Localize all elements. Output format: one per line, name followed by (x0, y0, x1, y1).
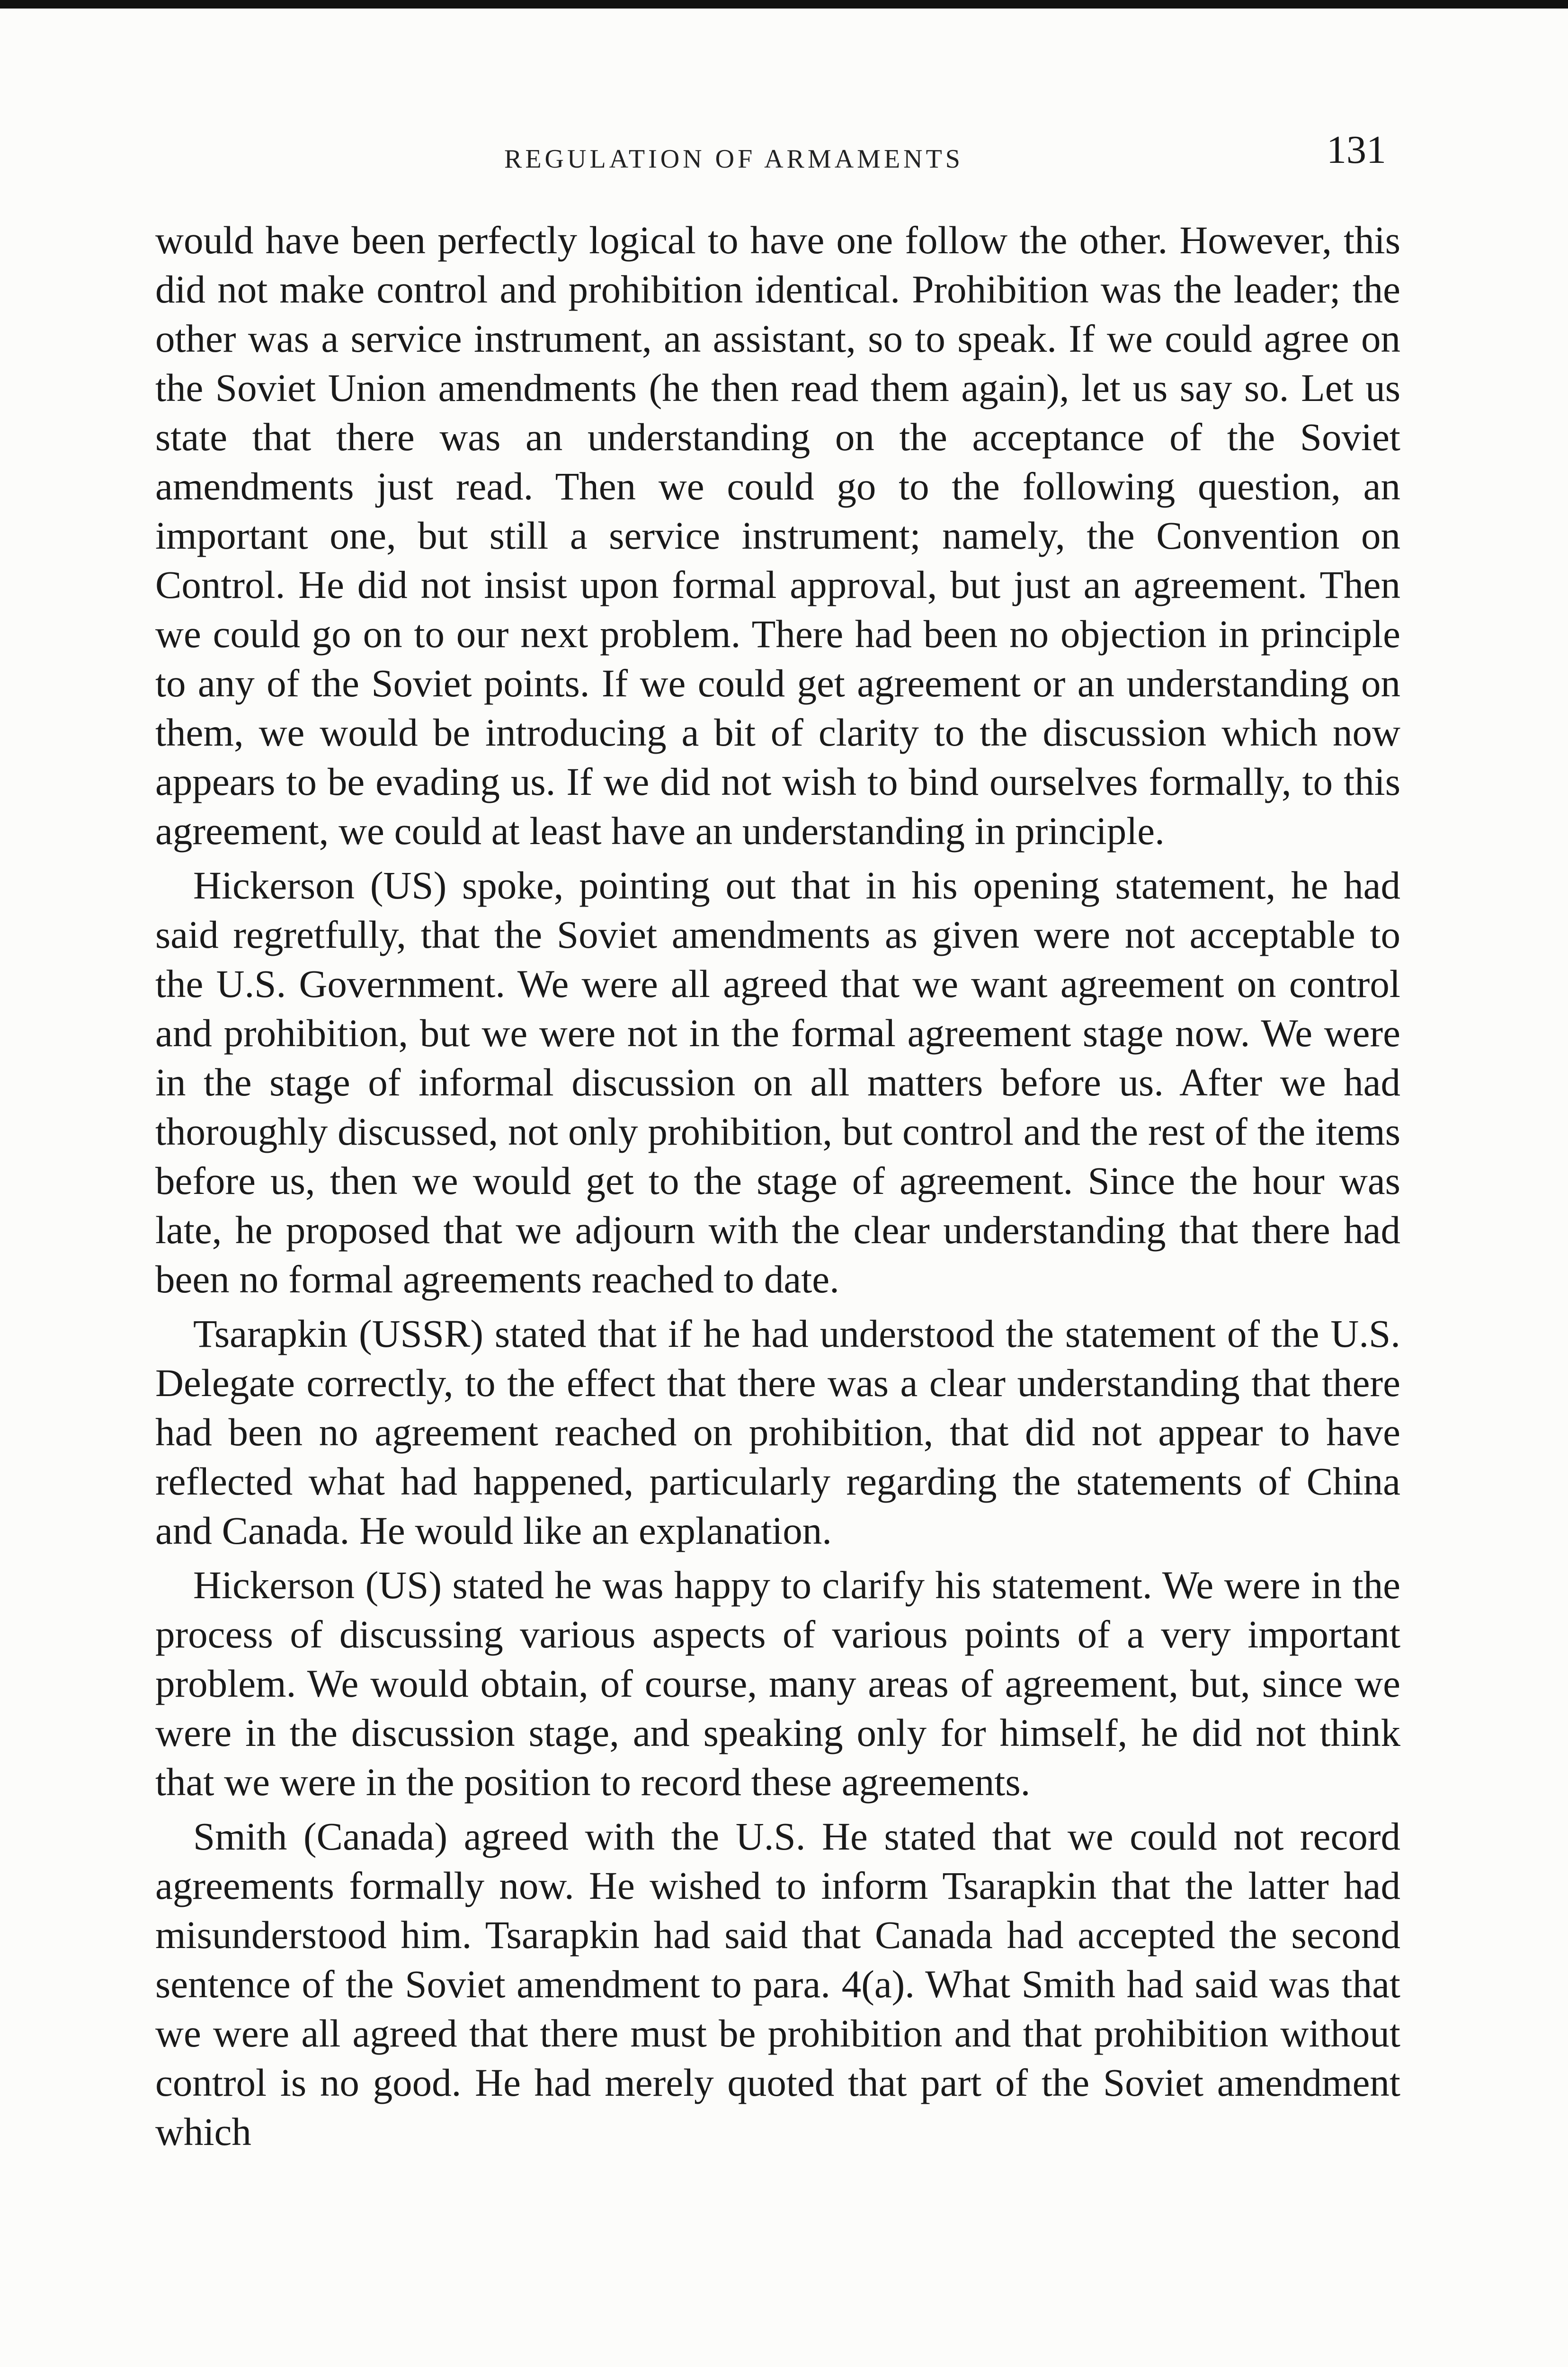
page-number: 131 (1327, 128, 1386, 172)
body-text (155, 215, 1400, 2162)
paragraph-continued: would have been perfectly logical to have one follow the other. However, this did not make control and prohibition identical. Prohibition was the leader; the other was a service instrument, an assistant, so to speak. If we could agree on the Soviet Union amendments (he then read them again), let us say so. Let us state that there was an understanding on the acceptance of the Soviet amendments just read. Then we could go to the following question, an important one, but still a service instrument; namely, the Convention on Control. He did not insist upon formal approval, but just an agreement. Then we could go on to our next problem. There had been no objection in principle to any of the Soviet points. If we could get agreement or an understanding on them, we would be introducing a bit of clarity to the discussion which now appears to be evading us. If we did not wish to bind ourselves formally, to this agreement, we could at least have an understanding in principle. (155, 218, 1400, 853)
top-border-rule (0, 0, 1568, 9)
paragraph-tsarapkin: Tsarapkin (USSR) stated that if he had understood the statement of the U.S. Delegate correctly, to the effect that there was a clear understanding that there had been no agreement reached on prohibition, that did not appear to have reflected what had happened, particularly regarding the statements of China and Canada. He would like an explanation. (155, 1312, 1400, 1552)
running-head: REGULATION OF ARMAMENTS (504, 144, 963, 174)
paragraph-hickerson-2: Hickerson (US) stated he was happy to clarify his statement. We were in the process of discussing various aspects of various points of a very important problem. We would obtain, of course, many areas of agreement, but, since we were in the discussion stage, and speaking only for himself, he did not think that we were in the position to record these agreements. (155, 1563, 1400, 1804)
paragraph-smith: Smith (Canada) agreed with the U.S. He stated that we could not record agreements formally now. He wished to inform Tsarapkin that the latter had misunderstood him. Tsarapkin had said that Canada had accepted the second sentence of the Soviet amendment to para. 4(a). What Smith had said was that we were all agreed that there must be prohibition and that prohibition without control is no good. He had merely quoted that part of the Soviet amendment which (155, 1815, 1400, 2153)
paragraph-hickerson-1: Hickerson (US) spoke, pointing out that in his opening statement, he had said regretfully, that the Soviet amendments as given were not acceptable to the U.S. Government. We were all agreed that we want agreement on control and prohibition, but we were not in the formal agreement stage now. We were in the stage of informal discussion on all matters before us. After we had thoroughly discussed, not only prohibition, but control and the rest of the items before us, then we would get to the stage of agreement. Since the hour was late, he proposed that we adjourn with the clear understanding that there had been no formal agreements reached to date. (155, 863, 1400, 1301)
